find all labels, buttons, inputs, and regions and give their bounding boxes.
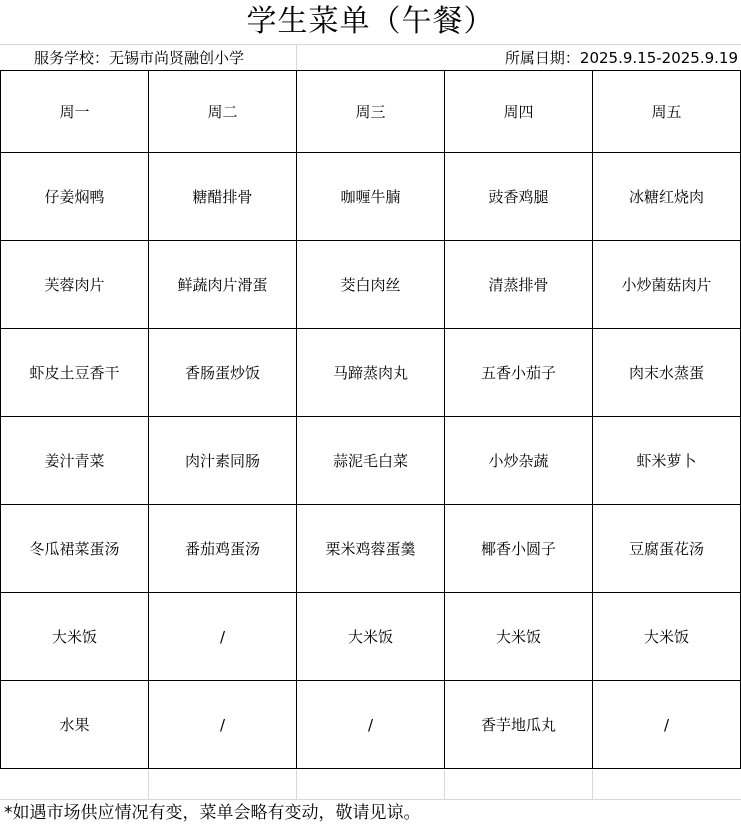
date-label: 所属日期： [504, 49, 580, 67]
table-row [1, 681, 741, 769]
dish-cell: 芙蓉肉片 [1, 241, 149, 329]
day-header-mon: 周一 [1, 71, 149, 153]
grid-line [592, 770, 593, 799]
dish-cell: 番茄鸡蛋汤 [149, 505, 297, 593]
table-row [1, 417, 741, 505]
dish-cell: 大米饭 [593, 593, 741, 681]
dish-cell: 水果 [1, 681, 149, 769]
table-row [1, 329, 741, 417]
empty-spreadsheet-row [0, 770, 741, 800]
dish-cell: 椰香小圆子 [445, 505, 593, 593]
menu-table [0, 70, 741, 769]
dish-cell: 香芋地瓜丸 [445, 681, 593, 769]
dish-cell: 冬瓜裙菜蛋汤 [1, 505, 149, 593]
info-divider [296, 45, 297, 71]
table-row [1, 153, 741, 241]
day-header-thu: 周四 [445, 71, 593, 153]
dish-cell: 香肠蛋炒饭 [149, 329, 297, 417]
table-row [1, 593, 741, 681]
page-title: 学生菜单（午餐） [246, 4, 495, 39]
day-header-wed: 周三 [297, 71, 445, 153]
date-range: 2025.9.15-2025.9.19 [579, 49, 738, 67]
dish-cell: 小炒菌菇肉片 [593, 241, 741, 329]
dish-cell: 姜汁青菜 [1, 417, 149, 505]
day-header-fri: 周五 [593, 71, 741, 153]
dish-cell: 仔姜焖鸭 [1, 153, 149, 241]
dish-cell: 大米饭 [445, 593, 593, 681]
dish-cell: / [297, 681, 445, 769]
dish-cell: / [149, 681, 297, 769]
dish-cell: 虾米萝卜 [593, 417, 741, 505]
dish-cell: / [149, 593, 297, 681]
table-row [1, 505, 741, 593]
date-info [505, 45, 738, 71]
table-row [1, 241, 741, 329]
footnote: *如遇市场供应情况有变，菜单会略有变动，敬请见谅。 [4, 803, 421, 823]
dish-cell: 栗米鸡蓉蛋羹 [297, 505, 445, 593]
table-header-row [1, 71, 741, 153]
dish-cell: 咖喱牛腩 [297, 153, 445, 241]
dish-cell: 大米饭 [1, 593, 149, 681]
school-name: 无锡市尚贤融创小学 [109, 49, 245, 67]
dish-cell: 鲜蔬肉片滑蛋 [149, 241, 297, 329]
dish-cell: 清蒸排骨 [445, 241, 593, 329]
dish-cell: 豉香鸡腿 [445, 153, 593, 241]
dish-cell: / [593, 681, 741, 769]
grid-line [148, 770, 149, 799]
dish-cell: 肉汁素同肠 [149, 417, 297, 505]
info-row [0, 44, 741, 71]
dish-cell: 冰糖红烧肉 [593, 153, 741, 241]
dish-cell: 大米饭 [297, 593, 445, 681]
dish-cell: 茭白肉丝 [297, 241, 445, 329]
dish-cell: 五香小茄子 [445, 329, 593, 417]
school-label: 服务学校： [34, 49, 110, 67]
grid-line [444, 770, 445, 799]
day-header-tue: 周二 [149, 71, 297, 153]
school-info [34, 45, 244, 71]
dish-cell: 豆腐蛋花汤 [593, 505, 741, 593]
dish-cell: 虾皮土豆香干 [1, 329, 149, 417]
dish-cell: 小炒杂蔬 [445, 417, 593, 505]
dish-cell: 肉末水蒸蛋 [593, 329, 741, 417]
dish-cell: 马蹄蒸肉丸 [297, 329, 445, 417]
dish-cell: 糖醋排骨 [149, 153, 297, 241]
grid-line [296, 770, 297, 799]
dish-cell: 蒜泥毛白菜 [297, 417, 445, 505]
